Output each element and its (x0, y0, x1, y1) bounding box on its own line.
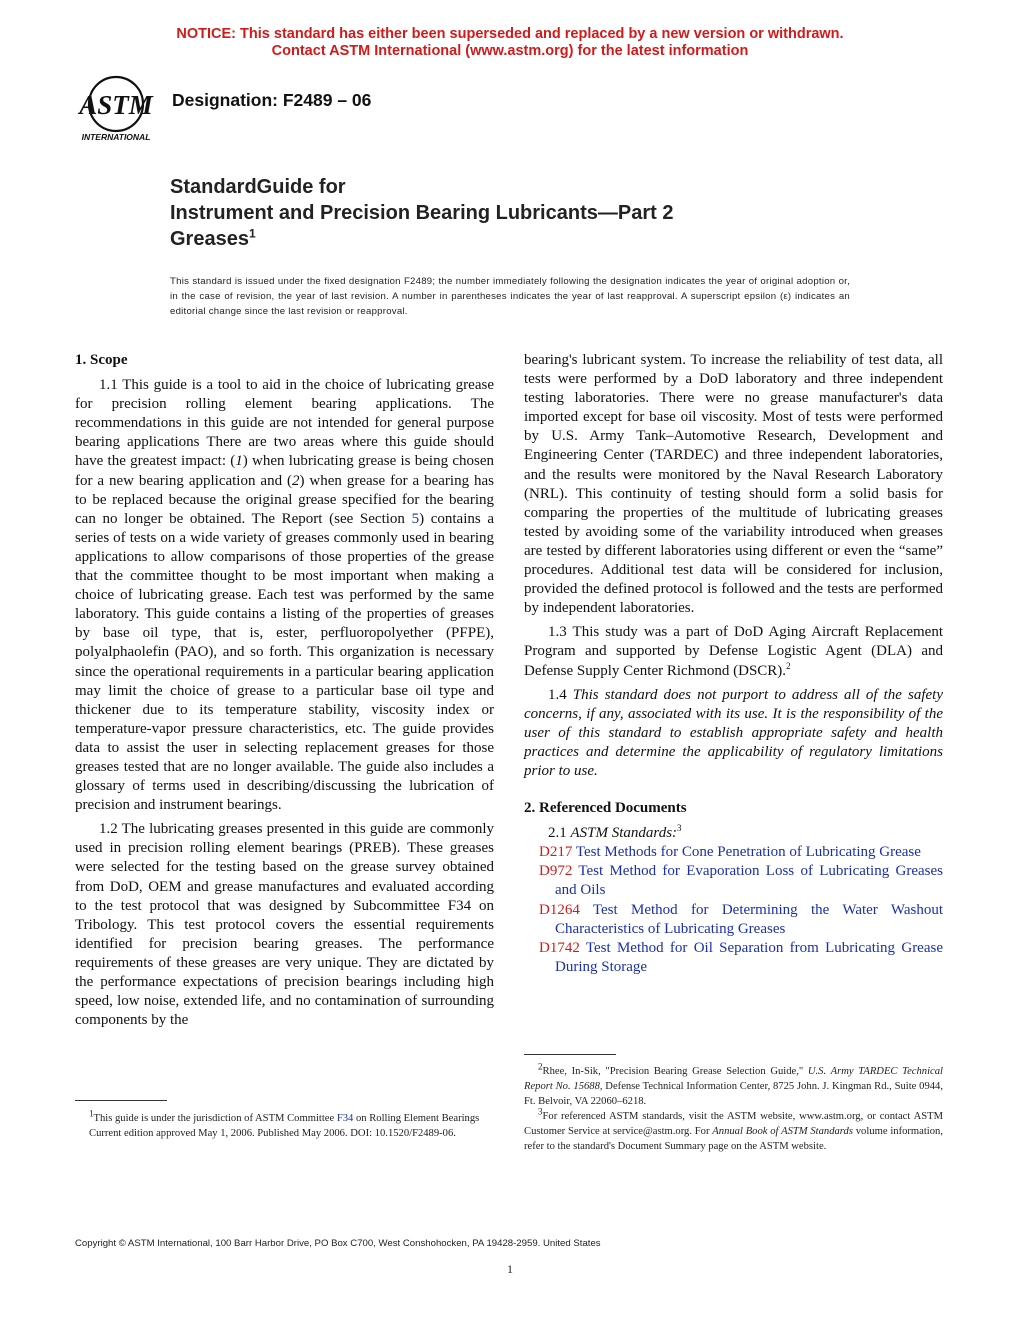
footnote-3: $^3$For referenced ASTM standards, visit the ASTM website, www.astm.org, or contact ASTM Customer Service at service@astm.org. For Annual Book of ASTM Standards volume information, refer to the standard's Document Summary page on the ASTM website. (524, 1106, 943, 1152)
reference-d1742[interactable]: D1742 Test Method for Oil Separation from Lubricating Grease During Storage (539, 939, 943, 975)
footnote-divider-left (75, 1100, 167, 1101)
right-column (524, 351, 943, 977)
footnote-1-edition: Current edition approved May 1, 2006. Published May 2006. DOI: 10.1520/F2489-06. (89, 1128, 456, 1139)
scope-heading: 1. Scope (75, 352, 128, 368)
section-5-link[interactable]: 5 (411, 510, 420, 527)
paragraph-1-1: 1.1 This guide is a tool to aid in the choice of lubricating grease for precision rolling element bearing applications. The recommendations in this guide are not intended for general purpose bearing applications There are two areas where this guide should have the greatest impact: (1) when lubricating grease is being chosen for a new bearing application and (2) when grease for a bearing has to be replaced because the original grease specified for the bearing can no longer be obtained. The Report (see Section 5) contains a series of tests on a wide variety of greases commonly used in bearing applications to allow comparisons of those properties of the grease that the committee thought to be most important when making a choice of lubricating grease. Each test was performed by the same laboratory. This guide contains a listing of the properties of greases by base oil type, that is, ester, perfluoropolyether (PFPE), polyalphaolefin (PAO), and so forth. This organization is necessary since the operational requirements in a particular bearing application may limit the choice of grease to a particular base oil type and thickener due to its temperature stability, viscosity index or temperature-vapor pressure characteristics, etc. The guide provides data to assist the user in selecting replacement greases for those greases tested that are no longer available. The guide also includes a glossary of terms used in describing/discussing the lubrication of precision and instrument bearings. (75, 377, 495, 814)
page-number: 1 (507, 1262, 513, 1276)
footnote-2: $^2$Rhee, In-Sik, "Precision Bearing Grease Selection Guide," U.S. Army TARDEC Technical Report No. 15688, Defense Technical Information Center, 8725 John. J. Kingman Rd., Suite 0944, Ft. Belvoir, VA 22060–6218. (524, 1061, 943, 1107)
footnote-1: $^1$This guide is under the jurisdiction of ASTM Committee F34 on Rolling Element Bearings (89, 1108, 480, 1124)
paragraph-2-1: 2.1 ASTM Standards:$^3$ (548, 823, 682, 842)
title-line-2: Instrument and Precision Bearing Lubricants—Part 2 (170, 202, 674, 224)
notice-line-1: NOTICE: This standard has either been superseded and replaced by a new version or withdrawn. (176, 26, 844, 42)
copyright-notice: Copyright © ASTM International, 100 Barr Harbor Drive, PO Box C700, West Conshohocken, PA 19428-2959. United States (75, 1238, 601, 1249)
footnote-divider-right (524, 1054, 616, 1055)
title-line-1: StandardGuide for (170, 176, 346, 198)
paragraph-1-2: 1.2 The lubricating greases presented in this guide are commonly used in precision rolling element bearings (PREB). These greases were selected for the testing based on the grease survey obtained from DoD, OEM and grease manufactures and evaluated according to the test protocol that was designed by Subcommittee F34 on Tribology. This test protocol covers the essential requirements identified for precision bearing greases. The performance requirements of these greases are very unique. They are dictated by the performance expectations of precision bearings including high speed, low noise, extended life, and no contamination of surrounding components by the (75, 821, 494, 1029)
left-column (75, 351, 494, 1030)
title-footnote-mark[interactable]: 1 (248, 226, 256, 241)
paragraph-1-4: 1.4 This standard does not purport to address all of the safety concerns, if any, associated with its use. It is the responsibility of the user of this standard to establish appropriate safety and health practices and determine the applicability of regulatory limitations prior to use. (524, 686, 943, 779)
reference-list (524, 843, 943, 977)
reference-d972[interactable]: D972 Test Method for Evaporation Loss of Lubricating Greases and Oils (539, 863, 943, 899)
referenced-documents-heading: 2. Referenced Documents (524, 800, 687, 817)
paragraph-1-3: 1.3 This study was a part of DoD Aging Aircraft Replacement Program and supported by Defense Logistic Agent (DLA) and Defense Supply Center Richmond (DSCR).$^2$ (524, 624, 943, 679)
committee-f34-link[interactable]: F34 (336, 1113, 354, 1124)
footnotes-left (75, 1108, 494, 1141)
paragraph-1-2-continued: bearing's lubricant system. To increase the reliability of test data, all tests were performed by a DoD laboratory and three independent testing laboratories. There were no grease manufacturer's data imported except for base oil viscosity. Most of tests were performed by U.S. Army Tank–Automotive Research, Development and Engineering Center (TARDEC) and three independent laboratories, and the results were monitored by the Naval Research Laboratory (NRL). This continuity of testing should form a solid basis for comparing the properties of the multitude of lubricating greases tested by avoiding some of the variability introduced when greases are tested by different laboratories using different or even the “same” procedures. Additional test data will be considered for inclusion, provided the defined protocol is followed and the tests are performed by independent laboratories. (524, 352, 943, 617)
designation: Designation: F2489 – 06 (172, 90, 372, 110)
title-line-3: Greases$^1$ (170, 226, 256, 250)
astm-logo (72, 74, 162, 146)
logo-letters: ASTM (79, 90, 153, 120)
issuance-note: This standard is issued under the fixed designation F2489; the number immediately following the designation indicates the year of original adoption or, in the case of revision, the year of last revision. A number in parentheses indicates the year of last reapproval. A superscript epsilon (ε) indicates an editorial change since the last revision or reapproval. (170, 276, 850, 317)
logo-subtitle: INTERNATIONAL (81, 132, 151, 142)
footnotes-right (524, 1061, 943, 1154)
reference-d217[interactable]: D217 Test Methods for Cone Penetration of Lubricating Grease (539, 844, 921, 861)
notice-banner (0, 26, 1020, 60)
reference-d1264[interactable]: D1264 Test Method for Determining the Water Washout Characteristics of Lubricating Greases (539, 901, 943, 937)
notice-line-2: Contact ASTM International (www.astm.org) for the latest information (271, 43, 749, 59)
document-title (170, 174, 673, 252)
